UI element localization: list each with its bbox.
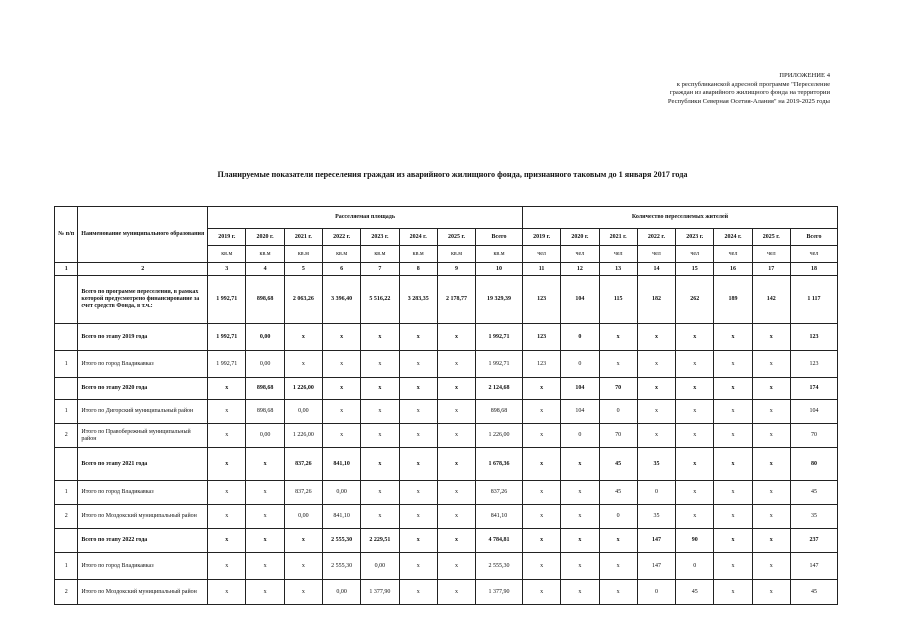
table-row xyxy=(55,351,838,378)
header-unit: кв.м xyxy=(284,246,322,263)
row-value: 70 xyxy=(790,424,837,448)
header-column-number: 4 xyxy=(246,263,284,276)
header-unit: чел xyxy=(714,246,752,263)
row-number xyxy=(55,448,78,481)
table-total-row xyxy=(55,448,838,481)
row-value: х xyxy=(246,580,284,605)
row-value: х xyxy=(714,580,752,605)
row-value: 0 xyxy=(561,324,599,351)
row-value: 70 xyxy=(599,424,637,448)
row-value: х xyxy=(522,529,560,553)
row-value: 35 xyxy=(790,505,837,529)
row-value: х xyxy=(323,351,361,378)
row-value: х xyxy=(752,400,790,424)
row-value: х xyxy=(714,481,752,505)
header-year: 2025 г. xyxy=(437,229,475,246)
header-name: Наименование муниципального образования xyxy=(78,207,208,263)
header-year: 2019 г. xyxy=(522,229,560,246)
row-value: х xyxy=(284,529,322,553)
header-column-number: 8 xyxy=(399,263,437,276)
row-number xyxy=(55,529,78,553)
row-value: х xyxy=(676,448,714,481)
header-year: 2024 г. xyxy=(714,229,752,246)
row-value: х xyxy=(599,529,637,553)
row-value: х xyxy=(752,481,790,505)
table-row xyxy=(55,481,838,505)
header-column-number: 14 xyxy=(637,263,675,276)
row-value: 837,26 xyxy=(284,481,322,505)
header-num: № п/п xyxy=(55,207,78,263)
row-value: х xyxy=(208,481,246,505)
row-value: х xyxy=(561,505,599,529)
row-value: х xyxy=(208,553,246,580)
row-value: х xyxy=(437,324,475,351)
row-value: х xyxy=(676,424,714,448)
row-value: х xyxy=(323,324,361,351)
header-people-group: Количество переселяемых жителей xyxy=(522,207,837,229)
row-value: 35 xyxy=(637,448,675,481)
row-value: 45 xyxy=(790,481,837,505)
row-value: 147 xyxy=(790,553,837,580)
row-value: 3 396,40 xyxy=(323,276,361,324)
header-column-number: 2 xyxy=(78,263,208,276)
header-year: 2021 г. xyxy=(599,229,637,246)
header-year: 2024 г. xyxy=(399,229,437,246)
row-name: Всего по этапу 2021 года xyxy=(78,448,208,481)
document-title: Планируемые показатели переселения граждан из аварийного жилищного фонда, признанного таковым до 1 января 2017 года xyxy=(217,170,688,179)
row-value: 1 226,00 xyxy=(476,424,523,448)
row-value: 0,00 xyxy=(246,351,284,378)
row-value: 0 xyxy=(637,481,675,505)
row-value: 182 xyxy=(637,276,675,324)
table-total-row xyxy=(55,276,838,324)
row-value: 45 xyxy=(676,580,714,605)
row-value: 104 xyxy=(561,400,599,424)
appendix-title: ПРИЛОЖЕНИЕ 4 xyxy=(779,72,830,79)
row-value: х xyxy=(361,378,399,400)
row-value: х xyxy=(437,400,475,424)
row-value: х xyxy=(208,529,246,553)
row-value: х xyxy=(208,400,246,424)
header-year: 2025 г. xyxy=(752,229,790,246)
row-value: 837,26 xyxy=(284,448,322,481)
row-value: х xyxy=(752,424,790,448)
row-value: х xyxy=(522,481,560,505)
row-value: 123 xyxy=(522,351,560,378)
row-value: 1 992,71 xyxy=(476,324,523,351)
header-unit: чел xyxy=(676,246,714,263)
row-value: х xyxy=(676,324,714,351)
row-value: х xyxy=(399,529,437,553)
row-value: 0,00 xyxy=(361,553,399,580)
row-value: 104 xyxy=(561,276,599,324)
row-value: х xyxy=(599,351,637,378)
header-year: Всего xyxy=(790,229,837,246)
row-name: Итого по город Владикавказ xyxy=(78,351,208,378)
row-value: х xyxy=(361,400,399,424)
row-value: 90 xyxy=(676,529,714,553)
header-unit: чел xyxy=(790,246,837,263)
row-value: 0,00 xyxy=(246,424,284,448)
row-value: х xyxy=(437,505,475,529)
row-value: 841,10 xyxy=(476,505,523,529)
header-unit: кв.м xyxy=(246,246,284,263)
table-total-row xyxy=(55,324,838,351)
row-value: х xyxy=(714,400,752,424)
table-total-row xyxy=(55,378,838,400)
row-value: х xyxy=(208,378,246,400)
row-value: х xyxy=(246,481,284,505)
table-row xyxy=(55,505,838,529)
header-year: 2019 г. xyxy=(208,229,246,246)
table-row xyxy=(55,400,838,424)
row-value: 1 117 xyxy=(790,276,837,324)
row-value: 123 xyxy=(522,276,560,324)
row-value: х xyxy=(246,448,284,481)
row-name: Всего по программе переселения, в рамках которой предусмотрено финансирование за счет средств Фонда, в т.ч.: xyxy=(78,276,208,324)
row-value: 123 xyxy=(790,351,837,378)
row-value: 898,68 xyxy=(476,400,523,424)
row-value: 1 226,00 xyxy=(284,378,322,400)
row-value: х xyxy=(437,580,475,605)
row-number: 1 xyxy=(55,553,78,580)
row-value: 237 xyxy=(790,529,837,553)
row-value: х xyxy=(323,424,361,448)
row-value: х xyxy=(714,424,752,448)
table-row xyxy=(55,580,838,605)
row-value: 147 xyxy=(637,529,675,553)
header-year: 2020 г. xyxy=(561,229,599,246)
row-value: х xyxy=(522,378,560,400)
row-value: 45 xyxy=(599,481,637,505)
row-number: 1 xyxy=(55,481,78,505)
row-value: х xyxy=(361,324,399,351)
row-value: 1 992,71 xyxy=(208,351,246,378)
row-value: 45 xyxy=(599,448,637,481)
header-unit: кв.м xyxy=(323,246,361,263)
row-value: 837,26 xyxy=(476,481,523,505)
row-value: х xyxy=(561,448,599,481)
row-name: Итого по город Владикавказ xyxy=(78,481,208,505)
row-value: х xyxy=(361,424,399,448)
row-number xyxy=(55,324,78,351)
row-value: х xyxy=(437,481,475,505)
row-number xyxy=(55,276,78,324)
row-value: 174 xyxy=(790,378,837,400)
header-unit: кв.м xyxy=(437,246,475,263)
row-value: 0 xyxy=(561,351,599,378)
row-value: 0,00 xyxy=(323,481,361,505)
row-number: 2 xyxy=(55,505,78,529)
row-value: х xyxy=(437,424,475,448)
header-unit: чел xyxy=(599,246,637,263)
row-value: 1 377,90 xyxy=(476,580,523,605)
row-value: 1 678,36 xyxy=(476,448,523,481)
row-value: 898,68 xyxy=(246,400,284,424)
row-value: х xyxy=(399,378,437,400)
row-value: 70 xyxy=(599,378,637,400)
row-value: х xyxy=(399,580,437,605)
row-value: х xyxy=(323,378,361,400)
row-value: 898,68 xyxy=(246,378,284,400)
row-name: Всего по этапу 2019 года xyxy=(78,324,208,351)
row-value: 104 xyxy=(790,400,837,424)
row-value: х xyxy=(561,553,599,580)
row-value: 2 229,51 xyxy=(361,529,399,553)
header-column-number: 18 xyxy=(790,263,837,276)
header-column-number: 17 xyxy=(752,263,790,276)
header-column-number: 3 xyxy=(208,263,246,276)
row-value: 0,00 xyxy=(323,580,361,605)
row-value: х xyxy=(437,553,475,580)
row-value: х xyxy=(676,505,714,529)
row-value: х xyxy=(714,324,752,351)
row-value: х xyxy=(714,529,752,553)
row-value: х xyxy=(284,324,322,351)
row-value: х xyxy=(323,400,361,424)
header-column-number: 6 xyxy=(323,263,361,276)
row-value: х xyxy=(752,553,790,580)
row-value: х xyxy=(637,400,675,424)
row-value: х xyxy=(599,580,637,605)
header-year: 2022 г. xyxy=(637,229,675,246)
row-value: х xyxy=(561,481,599,505)
row-value: х xyxy=(561,529,599,553)
header-column-number: 15 xyxy=(676,263,714,276)
row-value: х xyxy=(714,448,752,481)
row-value: 19 329,39 xyxy=(476,276,523,324)
row-value: 0 xyxy=(599,505,637,529)
row-value: 2 124,68 xyxy=(476,378,523,400)
row-value: 0 xyxy=(599,400,637,424)
header-unit: чел xyxy=(637,246,675,263)
row-value: х xyxy=(361,505,399,529)
row-value: х xyxy=(522,553,560,580)
row-value: х xyxy=(637,424,675,448)
row-value: 1 226,00 xyxy=(284,424,322,448)
row-value: х xyxy=(208,448,246,481)
row-value: х xyxy=(676,481,714,505)
row-value: х xyxy=(676,351,714,378)
row-value: 104 xyxy=(561,378,599,400)
row-value: х xyxy=(437,529,475,553)
row-value: х xyxy=(208,424,246,448)
header-year: 2022 г. xyxy=(323,229,361,246)
appendix-line: к республиканской адресной программе "Переселение xyxy=(676,80,830,88)
table-row xyxy=(55,424,838,448)
header-unit: чел xyxy=(752,246,790,263)
row-name: Итого по Дигорский муниципальный район xyxy=(78,400,208,424)
row-value: 1 377,90 xyxy=(361,580,399,605)
row-value: 0,00 xyxy=(284,505,322,529)
row-value: х xyxy=(599,324,637,351)
table-total-row xyxy=(55,529,838,553)
row-value: 80 xyxy=(790,448,837,481)
row-value: 123 xyxy=(790,324,837,351)
row-value: 1 992,71 xyxy=(208,276,246,324)
row-value: х xyxy=(399,505,437,529)
row-value: х xyxy=(752,529,790,553)
row-value: х xyxy=(399,324,437,351)
row-value: 1 992,71 xyxy=(208,324,246,351)
appendix-line: Республики Северная Осетия-Алания" на 2019-2025 годы xyxy=(667,97,830,105)
row-value: 841,10 xyxy=(323,448,361,481)
row-name: Итого по Моздокский муниципальный район xyxy=(78,580,208,605)
row-value: х xyxy=(637,324,675,351)
row-value: х xyxy=(284,351,322,378)
row-value: х xyxy=(399,481,437,505)
row-value: х xyxy=(714,351,752,378)
row-name: Всего по этапу 2022 года xyxy=(78,529,208,553)
header-column-number: 12 xyxy=(561,263,599,276)
row-value: 123 xyxy=(522,324,560,351)
row-value: х xyxy=(522,505,560,529)
row-value: х xyxy=(361,448,399,481)
appendix-line: граждан из аварийного жилищного фонда на территории xyxy=(669,89,830,97)
appendix-header xyxy=(570,72,830,106)
row-value: х xyxy=(752,351,790,378)
header-row-groups xyxy=(55,207,838,229)
row-value: х xyxy=(522,580,560,605)
row-number xyxy=(55,378,78,400)
row-value: х xyxy=(676,378,714,400)
row-value: х xyxy=(399,351,437,378)
row-value: х xyxy=(361,351,399,378)
row-value: х xyxy=(437,378,475,400)
header-column-number: 1 xyxy=(55,263,78,276)
row-name: Итого по Правобережный муниципальный район xyxy=(78,424,208,448)
header-year: 2023 г. xyxy=(361,229,399,246)
header-unit: кв.м xyxy=(399,246,437,263)
header-column-number: 5 xyxy=(284,263,322,276)
row-value: 841,10 xyxy=(323,505,361,529)
row-value: 2 178,77 xyxy=(437,276,475,324)
row-value: 0 xyxy=(637,580,675,605)
row-value: 0,00 xyxy=(246,324,284,351)
row-value: х xyxy=(752,448,790,481)
row-value: х xyxy=(561,580,599,605)
header-year: 2020 г. xyxy=(246,229,284,246)
row-value: х xyxy=(752,324,790,351)
row-value: х xyxy=(637,351,675,378)
row-value: 0 xyxy=(561,424,599,448)
row-value: 35 xyxy=(637,505,675,529)
row-name: Всего по этапу 2020 года xyxy=(78,378,208,400)
row-value: х xyxy=(246,505,284,529)
row-value: 147 xyxy=(637,553,675,580)
header-unit: чел xyxy=(561,246,599,263)
header-unit: кв.м xyxy=(476,246,523,263)
row-value: х xyxy=(284,580,322,605)
row-number: 1 xyxy=(55,351,78,378)
row-value: 3 283,35 xyxy=(399,276,437,324)
row-value: х xyxy=(284,553,322,580)
row-value: х xyxy=(676,400,714,424)
header-column-number: 7 xyxy=(361,263,399,276)
row-value: 898,68 xyxy=(246,276,284,324)
row-value: х xyxy=(399,400,437,424)
table-body xyxy=(55,276,838,605)
row-value: 2 555,30 xyxy=(323,553,361,580)
header-year: Всего xyxy=(476,229,523,246)
row-value: 45 xyxy=(790,580,837,605)
header-area-group: Расселяемая площадь xyxy=(208,207,523,229)
row-number: 2 xyxy=(55,424,78,448)
row-value: 189 xyxy=(714,276,752,324)
header-column-number: 9 xyxy=(437,263,475,276)
row-value: х xyxy=(599,553,637,580)
row-value: х xyxy=(437,448,475,481)
row-number: 2 xyxy=(55,580,78,605)
row-value: х xyxy=(208,580,246,605)
header-column-number: 16 xyxy=(714,263,752,276)
row-value: 2 555,30 xyxy=(476,553,523,580)
row-value: х xyxy=(522,448,560,481)
row-value: х xyxy=(714,378,752,400)
row-value: 0,00 xyxy=(284,400,322,424)
row-value: 2 063,26 xyxy=(284,276,322,324)
header-unit: кв.м xyxy=(361,246,399,263)
header-unit: чел xyxy=(522,246,560,263)
row-value: 142 xyxy=(752,276,790,324)
header-year: 2023 г. xyxy=(676,229,714,246)
header-row-column-numbers xyxy=(55,263,838,276)
row-value: 115 xyxy=(599,276,637,324)
header-column-number: 13 xyxy=(599,263,637,276)
row-value: х xyxy=(246,529,284,553)
row-value: х xyxy=(637,378,675,400)
row-value: х xyxy=(714,553,752,580)
row-value: х xyxy=(522,400,560,424)
row-value: х xyxy=(399,553,437,580)
row-value: 4 784,81 xyxy=(476,529,523,553)
row-value: 2 555,30 xyxy=(323,529,361,553)
row-value: х xyxy=(437,351,475,378)
row-value: 262 xyxy=(676,276,714,324)
row-value: х xyxy=(399,448,437,481)
header-column-number: 10 xyxy=(476,263,523,276)
resettlement-table xyxy=(54,206,838,605)
header-year: 2021 г. xyxy=(284,229,322,246)
row-value: х xyxy=(752,580,790,605)
row-value: х xyxy=(714,505,752,529)
row-value: 5 516,22 xyxy=(361,276,399,324)
row-name: Итого по Моздокский муниципальный район xyxy=(78,505,208,529)
row-value: 0 xyxy=(676,553,714,580)
header-column-number: 11 xyxy=(522,263,560,276)
row-value: 1 992,71 xyxy=(476,351,523,378)
row-number: 1 xyxy=(55,400,78,424)
row-value: х xyxy=(399,424,437,448)
row-value: х xyxy=(752,378,790,400)
row-value: х xyxy=(522,424,560,448)
row-value: х xyxy=(361,481,399,505)
row-value: х xyxy=(752,505,790,529)
row-value: х xyxy=(208,505,246,529)
row-value: х xyxy=(246,553,284,580)
row-name: Итого по город Владикавказ xyxy=(78,553,208,580)
header-unit: кв.м xyxy=(208,246,246,263)
table-row xyxy=(55,553,838,580)
